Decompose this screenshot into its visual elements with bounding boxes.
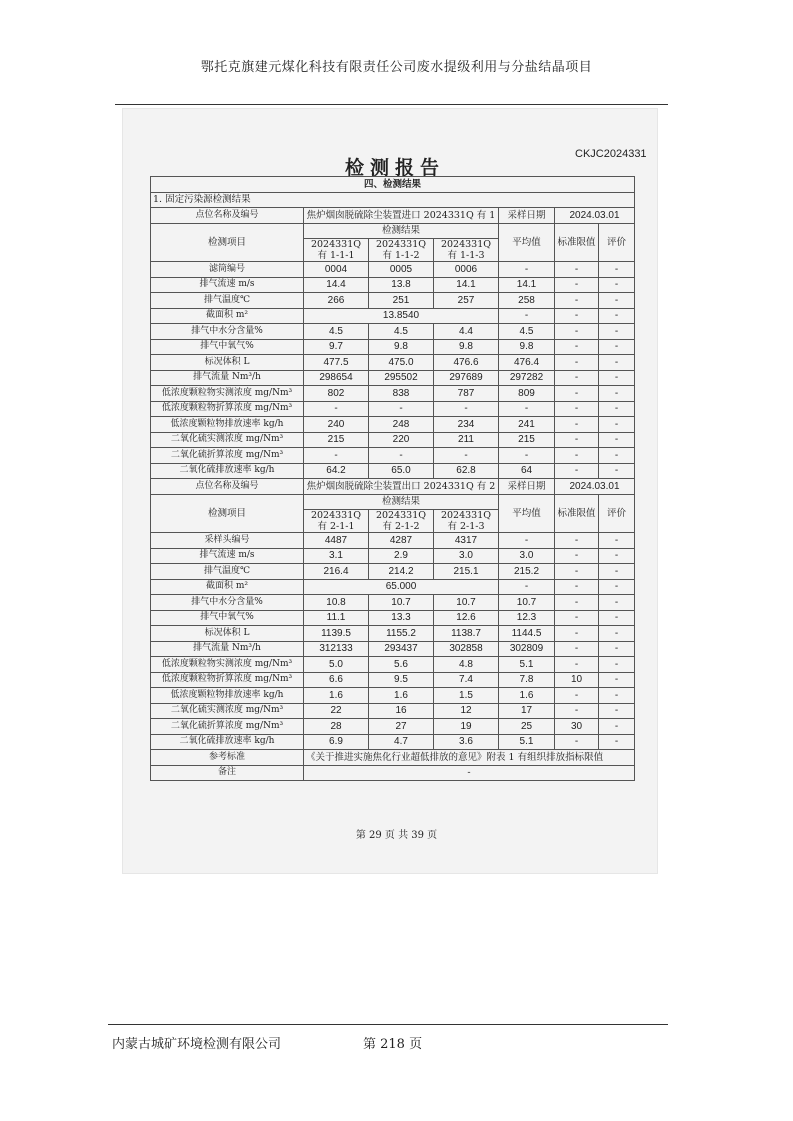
average-value: 7.8 bbox=[499, 672, 555, 688]
value-3: 257 bbox=[434, 293, 499, 309]
results-table bbox=[150, 176, 635, 781]
average-value: 4.5 bbox=[499, 324, 555, 340]
sample-id-header: 2024331Q 有 1-1-3 bbox=[434, 239, 499, 262]
average-value: 12.3 bbox=[499, 610, 555, 626]
evaluation-value: - bbox=[599, 386, 635, 402]
average-value: 3.0 bbox=[499, 548, 555, 564]
point-label: 点位名称及编号 bbox=[151, 208, 304, 224]
row-item: 二氧化硫实测浓度 mg/Nm³ bbox=[151, 703, 304, 719]
value-2: 2.9 bbox=[369, 548, 434, 564]
limit-value: - bbox=[555, 641, 599, 657]
limit-value: - bbox=[555, 579, 599, 595]
sample-id-header: 2024331Q 有 2-1-2 bbox=[369, 510, 434, 533]
row-item: 截面积 m² bbox=[151, 308, 304, 324]
average-value: 17 bbox=[499, 703, 555, 719]
value-2: - bbox=[369, 448, 434, 464]
table-row bbox=[151, 262, 635, 278]
reference-value: 《关于推进实施焦化行业超低排放的意见》附表 1 有组织排放指标限值 bbox=[304, 750, 635, 766]
row-item: 标况体积 L bbox=[151, 355, 304, 371]
value-3: 10.7 bbox=[434, 595, 499, 611]
value-2: 248 bbox=[369, 417, 434, 433]
value-1: 215 bbox=[304, 432, 369, 448]
value-2: 475.0 bbox=[369, 355, 434, 371]
row-item: 低浓度颗粒物折算浓度 mg/Nm³ bbox=[151, 401, 304, 417]
evaluation-value: - bbox=[599, 370, 635, 386]
value-1: 4487 bbox=[304, 533, 369, 549]
item-header: 检测项目 bbox=[151, 494, 304, 533]
limit-value: - bbox=[555, 610, 599, 626]
value-3: 9.8 bbox=[434, 339, 499, 355]
limit-value: - bbox=[555, 734, 599, 750]
value-3: 3.6 bbox=[434, 734, 499, 750]
value-3: 19 bbox=[434, 719, 499, 735]
evaluation-value: - bbox=[599, 595, 635, 611]
value-1: 28 bbox=[304, 719, 369, 735]
value-2: 220 bbox=[369, 432, 434, 448]
limit-header: 标准限值 bbox=[555, 494, 599, 533]
evaluation-header: 评价 bbox=[599, 494, 635, 533]
evaluation-value: - bbox=[599, 688, 635, 704]
value-3: 14.1 bbox=[434, 277, 499, 293]
row-item: 低浓度颗粒物实测浓度 mg/Nm³ bbox=[151, 386, 304, 402]
average-value: 809 bbox=[499, 386, 555, 402]
value-1: 3.1 bbox=[304, 548, 369, 564]
limit-value: - bbox=[555, 370, 599, 386]
sample-id-header: 2024331Q 有 1-1-2 bbox=[369, 239, 434, 262]
value-2: 4287 bbox=[369, 533, 434, 549]
average-value: 5.1 bbox=[499, 657, 555, 673]
remark-value: - bbox=[304, 765, 635, 781]
average-value: 215.2 bbox=[499, 564, 555, 580]
evaluation-value: - bbox=[599, 719, 635, 735]
value-2: 1.6 bbox=[369, 688, 434, 704]
row-item: 截面积 m² bbox=[151, 579, 304, 595]
value-3: 12 bbox=[434, 703, 499, 719]
row-item: 排气流速 m/s bbox=[151, 548, 304, 564]
limit-value: - bbox=[555, 626, 599, 642]
item-header: 检测项目 bbox=[151, 223, 304, 262]
value-2: - bbox=[369, 401, 434, 417]
value-3: 787 bbox=[434, 386, 499, 402]
row-item: 滤筒编号 bbox=[151, 262, 304, 278]
table-row bbox=[151, 734, 635, 750]
date-label: 采样日期 bbox=[499, 208, 555, 224]
value-1: - bbox=[304, 401, 369, 417]
limit-value: - bbox=[555, 401, 599, 417]
report-code: CKJC2024331 bbox=[575, 148, 647, 160]
value-3: 211 bbox=[434, 432, 499, 448]
average-value: - bbox=[499, 262, 555, 278]
limit-value: - bbox=[555, 548, 599, 564]
value-1: 5.0 bbox=[304, 657, 369, 673]
row-item: 排气温度℃ bbox=[151, 293, 304, 309]
evaluation-value: - bbox=[599, 610, 635, 626]
average-value: 302809 bbox=[499, 641, 555, 657]
limit-value: - bbox=[555, 339, 599, 355]
row-item: 低浓度颗粒物实测浓度 mg/Nm³ bbox=[151, 657, 304, 673]
value-3: 4.8 bbox=[434, 657, 499, 673]
point-label: 点位名称及编号 bbox=[151, 479, 304, 495]
table-row bbox=[151, 308, 635, 324]
value-1: - bbox=[304, 448, 369, 464]
limit-value: - bbox=[555, 463, 599, 479]
table-row bbox=[151, 432, 635, 448]
value-1: 802 bbox=[304, 386, 369, 402]
table-row bbox=[151, 370, 635, 386]
value-1: 64.2 bbox=[304, 463, 369, 479]
footer-company: 内蒙古城矿环境检测有限公司 bbox=[112, 1037, 282, 1052]
table-row bbox=[151, 564, 635, 580]
evaluation-value: - bbox=[599, 463, 635, 479]
reference-label: 参考标准 bbox=[151, 750, 304, 766]
row-item: 低浓度颗粒物排放速率 kg/h bbox=[151, 417, 304, 433]
value-3: 476.6 bbox=[434, 355, 499, 371]
limit-value: - bbox=[555, 688, 599, 704]
value-1: 312133 bbox=[304, 641, 369, 657]
remark-label: 备注 bbox=[151, 765, 304, 781]
limit-value: - bbox=[555, 293, 599, 309]
row-item: 标况体积 L bbox=[151, 626, 304, 642]
value-3: 3.0 bbox=[434, 548, 499, 564]
section-title: 四、检测结果 bbox=[151, 177, 635, 193]
average-value: 215 bbox=[499, 432, 555, 448]
value-2: 4.7 bbox=[369, 734, 434, 750]
evaluation-value: - bbox=[599, 548, 635, 564]
limit-value: - bbox=[555, 533, 599, 549]
value-1: 4.5 bbox=[304, 324, 369, 340]
date-value: 2024.03.01 bbox=[555, 479, 635, 495]
value-2: 0005 bbox=[369, 262, 434, 278]
value-2: 27 bbox=[369, 719, 434, 735]
value-2: 9.5 bbox=[369, 672, 434, 688]
value-3: 215.1 bbox=[434, 564, 499, 580]
table-row bbox=[151, 579, 635, 595]
table-row bbox=[151, 463, 635, 479]
date-value: 2024.03.01 bbox=[555, 208, 635, 224]
value-3: 4317 bbox=[434, 533, 499, 549]
value-1: 10.8 bbox=[304, 595, 369, 611]
limit-value: - bbox=[555, 308, 599, 324]
evaluation-value: - bbox=[599, 339, 635, 355]
limit-value: - bbox=[555, 355, 599, 371]
table-row bbox=[151, 386, 635, 402]
result-header: 检测结果 bbox=[304, 494, 499, 510]
average-value: 10.7 bbox=[499, 595, 555, 611]
average-header: 平均值 bbox=[499, 223, 555, 262]
row-item: 二氧化硫实测浓度 mg/Nm³ bbox=[151, 432, 304, 448]
value-1: 0004 bbox=[304, 262, 369, 278]
average-header: 平均值 bbox=[499, 494, 555, 533]
limit-value: 30 bbox=[555, 719, 599, 735]
average-value: 1.6 bbox=[499, 688, 555, 704]
footer-rule bbox=[108, 1024, 668, 1025]
average-value: 1144.5 bbox=[499, 626, 555, 642]
average-value: 5.1 bbox=[499, 734, 555, 750]
row-item: 二氧化硫排放速率 kg/h bbox=[151, 463, 304, 479]
value-3: 302858 bbox=[434, 641, 499, 657]
merged-value: 65.000 bbox=[304, 579, 499, 595]
average-value: 14.1 bbox=[499, 277, 555, 293]
row-item: 二氧化硫排放速率 kg/h bbox=[151, 734, 304, 750]
average-value: - bbox=[499, 308, 555, 324]
value-1: 1139.5 bbox=[304, 626, 369, 642]
value-3: 0006 bbox=[434, 262, 499, 278]
row-item: 采样头编号 bbox=[151, 533, 304, 549]
average-value: 241 bbox=[499, 417, 555, 433]
evaluation-value: - bbox=[599, 672, 635, 688]
value-3: - bbox=[434, 401, 499, 417]
value-2: 13.3 bbox=[369, 610, 434, 626]
value-1: 6.9 bbox=[304, 734, 369, 750]
evaluation-value: - bbox=[599, 262, 635, 278]
value-1: 1.6 bbox=[304, 688, 369, 704]
average-value: 297282 bbox=[499, 370, 555, 386]
table-row bbox=[151, 610, 635, 626]
limit-value: - bbox=[555, 703, 599, 719]
table-row bbox=[151, 688, 635, 704]
evaluation-value: - bbox=[599, 448, 635, 464]
average-value: - bbox=[499, 448, 555, 464]
table-row bbox=[151, 595, 635, 611]
row-item: 排气中氧气% bbox=[151, 339, 304, 355]
value-3: - bbox=[434, 448, 499, 464]
value-2: 214.2 bbox=[369, 564, 434, 580]
evaluation-value: - bbox=[599, 293, 635, 309]
value-3: 62.8 bbox=[434, 463, 499, 479]
merged-value: 13.8540 bbox=[304, 308, 499, 324]
value-1: 14.4 bbox=[304, 277, 369, 293]
footer-page-number: 第 218 页 bbox=[363, 1037, 423, 1052]
date-label: 采样日期 bbox=[499, 479, 555, 495]
value-1: 298654 bbox=[304, 370, 369, 386]
evaluation-value: - bbox=[599, 564, 635, 580]
evaluation-value: - bbox=[599, 579, 635, 595]
point-value: 焦炉烟囱脱硫除尘装置进口 2024331Q 有 1 bbox=[304, 208, 499, 224]
average-value: - bbox=[499, 579, 555, 595]
table-row bbox=[151, 324, 635, 340]
row-item: 排气流量 Nm³/h bbox=[151, 370, 304, 386]
row-item: 低浓度颗粒物折算浓度 mg/Nm³ bbox=[151, 672, 304, 688]
table-row bbox=[151, 417, 635, 433]
evaluation-value: - bbox=[599, 417, 635, 433]
table-row bbox=[151, 641, 635, 657]
sample-id-header: 2024331Q 有 2-1-1 bbox=[304, 510, 369, 533]
value-2: 5.6 bbox=[369, 657, 434, 673]
value-3: 1.5 bbox=[434, 688, 499, 704]
value-2: 13.8 bbox=[369, 277, 434, 293]
evaluation-value: - bbox=[599, 703, 635, 719]
value-2: 10.7 bbox=[369, 595, 434, 611]
row-item: 排气流量 Nm³/h bbox=[151, 641, 304, 657]
limit-value: - bbox=[555, 386, 599, 402]
limit-value: - bbox=[555, 657, 599, 673]
limit-value: 10 bbox=[555, 672, 599, 688]
table-row bbox=[151, 355, 635, 371]
value-3: 12.6 bbox=[434, 610, 499, 626]
value-1: 240 bbox=[304, 417, 369, 433]
row-item: 排气中氧气% bbox=[151, 610, 304, 626]
value-2: 4.5 bbox=[369, 324, 434, 340]
page-header: 鄂托克旗建元煤化科技有限责任公司废水提级利用与分盐结晶项目 bbox=[200, 60, 593, 75]
evaluation-value: - bbox=[599, 277, 635, 293]
limit-value: - bbox=[555, 564, 599, 580]
evaluation-value: - bbox=[599, 734, 635, 750]
header-rule bbox=[115, 104, 668, 105]
value-3: 4.4 bbox=[434, 324, 499, 340]
value-2: 16 bbox=[369, 703, 434, 719]
average-value: 476.4 bbox=[499, 355, 555, 371]
value-2: 295502 bbox=[369, 370, 434, 386]
subsection-title: 1. 固定污染源检测结果 bbox=[151, 192, 635, 208]
report-title: 检测报告 bbox=[345, 157, 446, 179]
value-3: 297689 bbox=[434, 370, 499, 386]
value-2: 65.0 bbox=[369, 463, 434, 479]
table-row bbox=[151, 401, 635, 417]
limit-value: - bbox=[555, 448, 599, 464]
value-3: 7.4 bbox=[434, 672, 499, 688]
value-3: 234 bbox=[434, 417, 499, 433]
sample-id-header: 2024331Q 有 1-1-1 bbox=[304, 239, 369, 262]
evaluation-header: 评价 bbox=[599, 223, 635, 262]
limit-value: - bbox=[555, 277, 599, 293]
table-row bbox=[151, 626, 635, 642]
limit-value: - bbox=[555, 432, 599, 448]
evaluation-value: - bbox=[599, 324, 635, 340]
limit-value: - bbox=[555, 262, 599, 278]
value-1: 216.4 bbox=[304, 564, 369, 580]
value-1: 11.1 bbox=[304, 610, 369, 626]
row-item: 排气中水分含量% bbox=[151, 595, 304, 611]
value-2: 9.8 bbox=[369, 339, 434, 355]
value-1: 477.5 bbox=[304, 355, 369, 371]
value-2: 251 bbox=[369, 293, 434, 309]
value-2: 293437 bbox=[369, 641, 434, 657]
average-value: - bbox=[499, 401, 555, 417]
result-header: 检测结果 bbox=[304, 223, 499, 239]
row-item: 二氧化硫折算浓度 mg/Nm³ bbox=[151, 719, 304, 735]
limit-value: - bbox=[555, 324, 599, 340]
table-row bbox=[151, 293, 635, 309]
row-item: 二氧化硫折算浓度 mg/Nm³ bbox=[151, 448, 304, 464]
inner-page-number: 第 29 页 共 39 页 bbox=[355, 830, 438, 841]
table-row bbox=[151, 703, 635, 719]
limit-value: - bbox=[555, 595, 599, 611]
evaluation-value: - bbox=[599, 533, 635, 549]
average-value: - bbox=[499, 533, 555, 549]
point-value: 焦炉烟囱脱硫除尘装置出口 2024331Q 有 2 bbox=[304, 479, 499, 495]
evaluation-value: - bbox=[599, 657, 635, 673]
value-1: 9.7 bbox=[304, 339, 369, 355]
value-2: 838 bbox=[369, 386, 434, 402]
table-row bbox=[151, 719, 635, 735]
evaluation-value: - bbox=[599, 401, 635, 417]
value-1: 266 bbox=[304, 293, 369, 309]
value-2: 1155.2 bbox=[369, 626, 434, 642]
row-item: 低浓度颗粒物排放速率 kg/h bbox=[151, 688, 304, 704]
limit-header: 标准限值 bbox=[555, 223, 599, 262]
evaluation-value: - bbox=[599, 355, 635, 371]
evaluation-value: - bbox=[599, 641, 635, 657]
table-row bbox=[151, 657, 635, 673]
value-3: 1138.7 bbox=[434, 626, 499, 642]
average-value: 258 bbox=[499, 293, 555, 309]
row-item: 排气流速 m/s bbox=[151, 277, 304, 293]
table-row bbox=[151, 672, 635, 688]
average-value: 9.8 bbox=[499, 339, 555, 355]
table-row bbox=[151, 339, 635, 355]
value-1: 22 bbox=[304, 703, 369, 719]
table-row bbox=[151, 448, 635, 464]
table-row bbox=[151, 277, 635, 293]
evaluation-value: - bbox=[599, 308, 635, 324]
average-value: 25 bbox=[499, 719, 555, 735]
row-item: 排气温度℃ bbox=[151, 564, 304, 580]
table-row bbox=[151, 533, 635, 549]
value-1: 6.6 bbox=[304, 672, 369, 688]
table-row bbox=[151, 548, 635, 564]
sample-id-header: 2024331Q 有 2-1-3 bbox=[434, 510, 499, 533]
row-item: 排气中水分含量% bbox=[151, 324, 304, 340]
evaluation-value: - bbox=[599, 432, 635, 448]
evaluation-value: - bbox=[599, 626, 635, 642]
average-value: 64 bbox=[499, 463, 555, 479]
limit-value: - bbox=[555, 417, 599, 433]
